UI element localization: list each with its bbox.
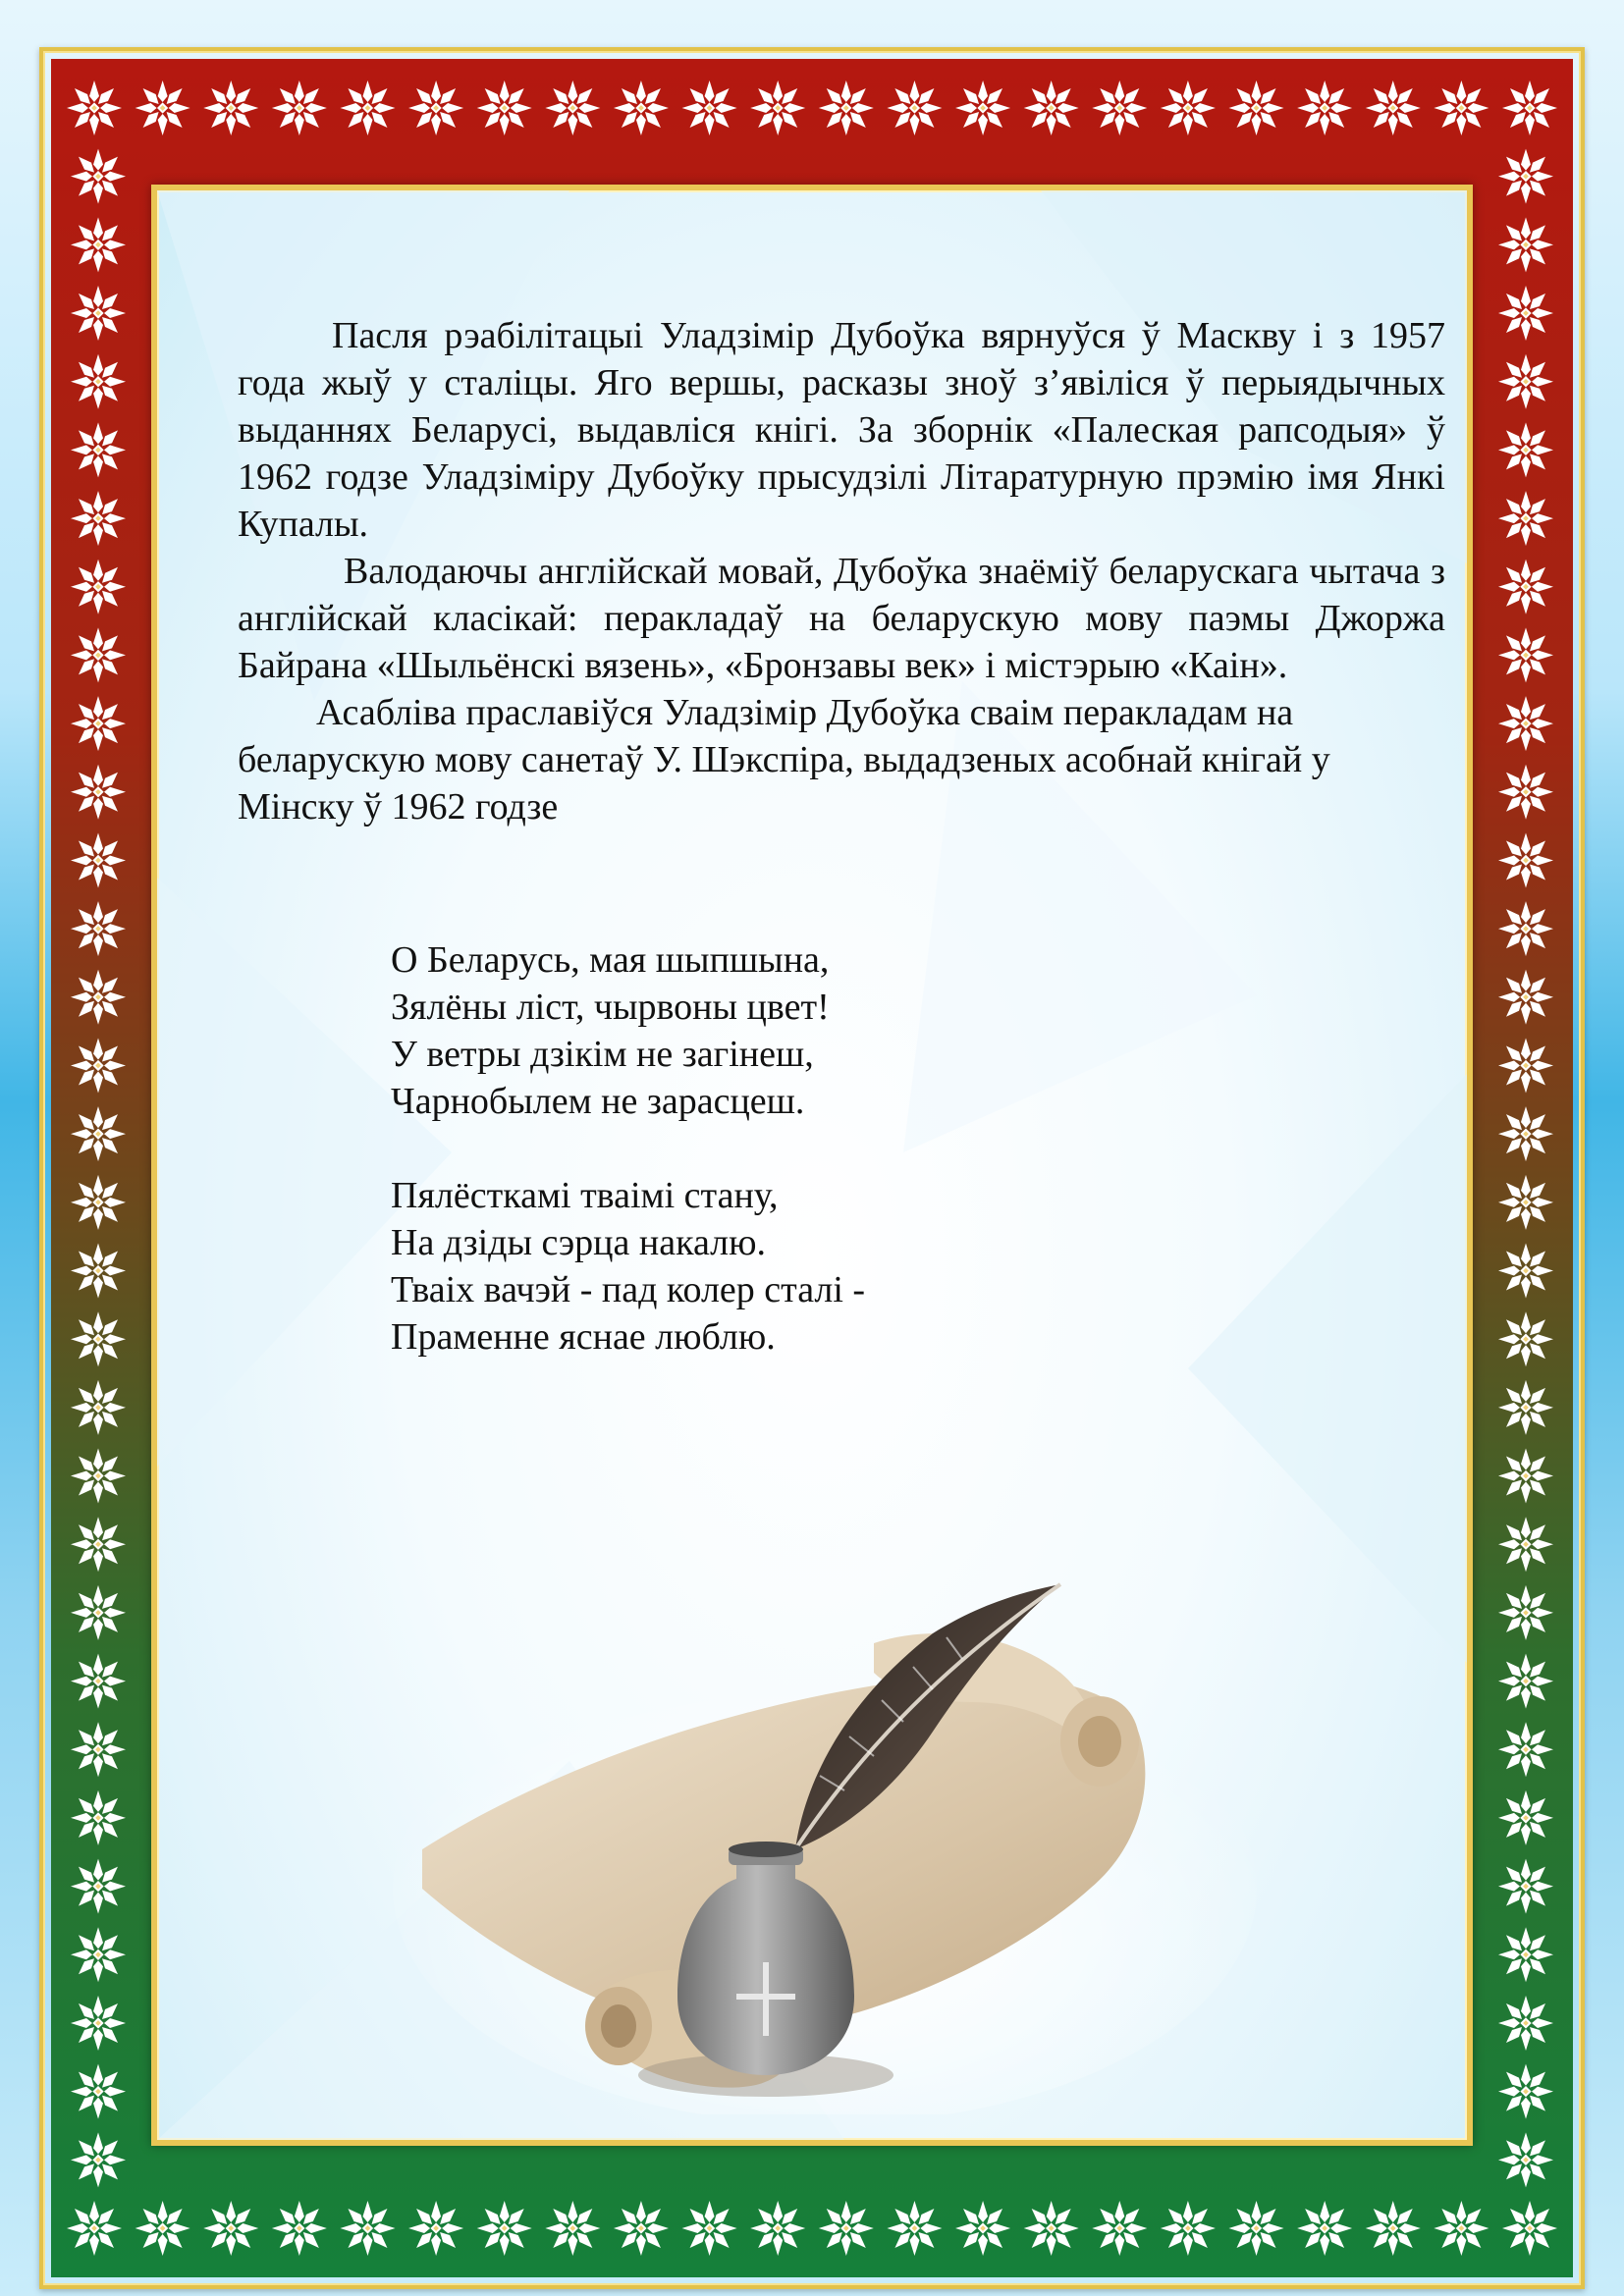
ornament-motif: [1024, 80, 1079, 135]
ornament-motif: [1502, 2201, 1557, 2256]
ornament-motif: [1229, 80, 1284, 135]
ornament-motif: [1498, 901, 1553, 956]
ornament-motif: [135, 80, 190, 135]
ornament-motif: [1498, 2064, 1553, 2119]
ornament-motif: [614, 80, 669, 135]
ornament-motif: [1092, 2201, 1147, 2256]
main-text: [238, 312, 1445, 830]
ornament-motif: [340, 80, 395, 135]
ornament-motif: [819, 2201, 874, 2256]
ornament-motif: [682, 80, 737, 135]
ornament-motif: [1161, 2201, 1216, 2256]
ornament-motif: [1498, 1585, 1553, 1640]
ornament-motif: [614, 2201, 669, 2256]
ornament-motif: [272, 2201, 327, 2256]
ornament-motif: [1498, 560, 1553, 614]
poem: [391, 936, 1078, 1408]
ornament-motif: [71, 354, 126, 409]
ornament-motif: [71, 627, 126, 682]
ornament-motif: [1498, 1790, 1553, 1845]
poem-line: На дзіды сэрца накалю.: [391, 1222, 767, 1263]
ornament-motif: [1498, 1517, 1553, 1572]
ornament-motif: [1024, 2201, 1079, 2256]
ornament-motif: [1229, 2201, 1284, 2256]
ornament-motif: [67, 80, 122, 135]
poem-stanza-2: [391, 1172, 1078, 1361]
poem-line: Чарнобылем не зарасцеш.: [391, 1081, 805, 1122]
ornament-motif: [819, 80, 874, 135]
ornament-motif: [1366, 80, 1421, 135]
ornament-motif: [71, 970, 126, 1025]
ornament-motif: [1498, 1859, 1553, 1914]
ornament-motif: [1498, 1380, 1553, 1435]
ornament-motif: [71, 2064, 126, 2119]
ornament-motif: [1498, 627, 1553, 682]
ornament-motif: [1498, 1654, 1553, 1709]
ornament-motif: [272, 80, 327, 135]
ornament-motif: [545, 80, 600, 135]
ornament-motif: [71, 1927, 126, 1982]
text-panel: [151, 185, 1473, 2146]
ornament-motif: [71, 1654, 126, 1709]
ornament-motif: [477, 2201, 532, 2256]
ornament-motif: [1366, 2201, 1421, 2256]
ornament-motif: [750, 2201, 805, 2256]
ornament-motif: [71, 1517, 126, 1572]
ornament-motif: [71, 491, 126, 546]
ornament-motif: [1498, 217, 1553, 272]
ornament-motif: [1498, 286, 1553, 341]
ornament-motif: [1498, 2132, 1553, 2187]
ornament-motif: [408, 2201, 463, 2256]
ornament-motif: [71, 1790, 126, 1845]
ornament-motif: [955, 2201, 1010, 2256]
poem-line: Зялёны ліст, чырвоны цвет!: [391, 987, 830, 1028]
ornament-motif: [1161, 80, 1216, 135]
ornament-motif: [71, 560, 126, 614]
ornament-motif: [1498, 1106, 1553, 1161]
ornament-motif: [71, 2132, 126, 2187]
ornament-motif: [1498, 1175, 1553, 1230]
ornament-motif: [71, 1585, 126, 1640]
ornament-motif: [1498, 149, 1553, 204]
ornament-motif: [71, 1859, 126, 1914]
ornament-motif: [1498, 354, 1553, 409]
ornament-motif: [71, 1722, 126, 1777]
poem-line: О Беларусь, мая шыпшына,: [391, 939, 830, 981]
ornament-motif: [71, 1106, 126, 1161]
quill-inkwell-scroll-icon: [383, 1565, 1267, 2114]
ornament-motif: [1498, 422, 1553, 477]
ornament-motif: [71, 1311, 126, 1366]
ornament-motif: [71, 901, 126, 956]
paragraph-shakespeare-sonnets: Асабліва праславіўся Уладзімір Дубоўка сваім перакладам на беларускую мову санетаў У. Шэкспіра, выдадзеных асобнай кнігай у Мінску ў 1962 годзе: [238, 692, 1330, 828]
ornament-motif: [71, 1038, 126, 1093]
ornament-motif: [1498, 696, 1553, 751]
ornament-motif: [71, 1175, 126, 1230]
ornament-motif: [1498, 1449, 1553, 1504]
ornament-motif: [477, 80, 532, 135]
ornament-motif: [67, 2201, 122, 2256]
ornament-motif: [1498, 1311, 1553, 1366]
ornament-motif: [71, 217, 126, 272]
ornament-motif: [1502, 80, 1557, 135]
ornament-motif: [135, 2201, 190, 2256]
ornament-motif: [750, 80, 805, 135]
poem-line: Праменне яснае люблю.: [391, 1316, 776, 1358]
ornament-motif: [408, 80, 463, 135]
ornament-motif: [71, 1996, 126, 2051]
paragraph-rehabilitation: Пасля рэабілітацыі Уладзімір Дубоўка вярнуўся ў Маскву і з 1957 года жыў у сталіцы. Яго вершы, расказы зноў з’явіліся ў перыядычных выданнях Беларусі, выдавліся кнігі. За зборнік «Палеская рапсодыя» ў 1962 годзе Уладзіміру Дубоўку прысудзілі Літаратурную прэмію імя Янкі Купалы.: [238, 315, 1445, 545]
ornament-motif: [682, 2201, 737, 2256]
ornament-motif: [1498, 970, 1553, 1025]
ornament-motif: [545, 2201, 600, 2256]
ornament-motif: [71, 1449, 126, 1504]
ornament-motif: [1498, 1244, 1553, 1299]
ornament-motif: [1434, 2201, 1489, 2256]
ornament-motif: [1498, 832, 1553, 887]
ornament-motif: [887, 80, 942, 135]
ornament-motif: [71, 1244, 126, 1299]
ornament-motif: [887, 2201, 942, 2256]
poem-stanza-1: [391, 936, 1078, 1125]
ornament-motif: [1297, 80, 1352, 135]
ornament-motif: [955, 80, 1010, 135]
ornament-motif: [71, 149, 126, 204]
ornament-motif: [71, 696, 126, 751]
ornament-motif: [340, 2201, 395, 2256]
ornament-motif: [1092, 80, 1147, 135]
ornament-motif: [1498, 491, 1553, 546]
poem-line: Тваіх вачэй - пад колер сталі -: [391, 1269, 866, 1310]
ornament-motif: [71, 422, 126, 477]
ornament-motif: [1498, 1722, 1553, 1777]
ornament-motif: [71, 286, 126, 341]
poem-line: У ветры дзікім не загінеш,: [391, 1034, 814, 1075]
ornament-motif: [71, 832, 126, 887]
ornament-motif: [1498, 1996, 1553, 2051]
ornament-motif: [1498, 1038, 1553, 1093]
ornament-motif: [1297, 2201, 1352, 2256]
ornament-motif: [1434, 80, 1489, 135]
ornament-motif: [203, 2201, 258, 2256]
ornament-motif: [1498, 765, 1553, 820]
paragraph-translations-byron: Валодаючы англійскай мовай, Дубоўка знаёміў беларускага чытача з англійскай класікай: перакладаў на беларускую мову паэмы Джоржа Байрана «Шыльёнскі вязень», «Бронзавы век» і містэрыю «Каін».: [238, 551, 1445, 686]
ornament-motif: [71, 765, 126, 820]
ornament-motif: [1498, 1927, 1553, 1982]
poem-line: Пялёсткамі тваімі стану,: [391, 1175, 779, 1216]
ornament-motif: [203, 80, 258, 135]
ornament-motif: [71, 1380, 126, 1435]
